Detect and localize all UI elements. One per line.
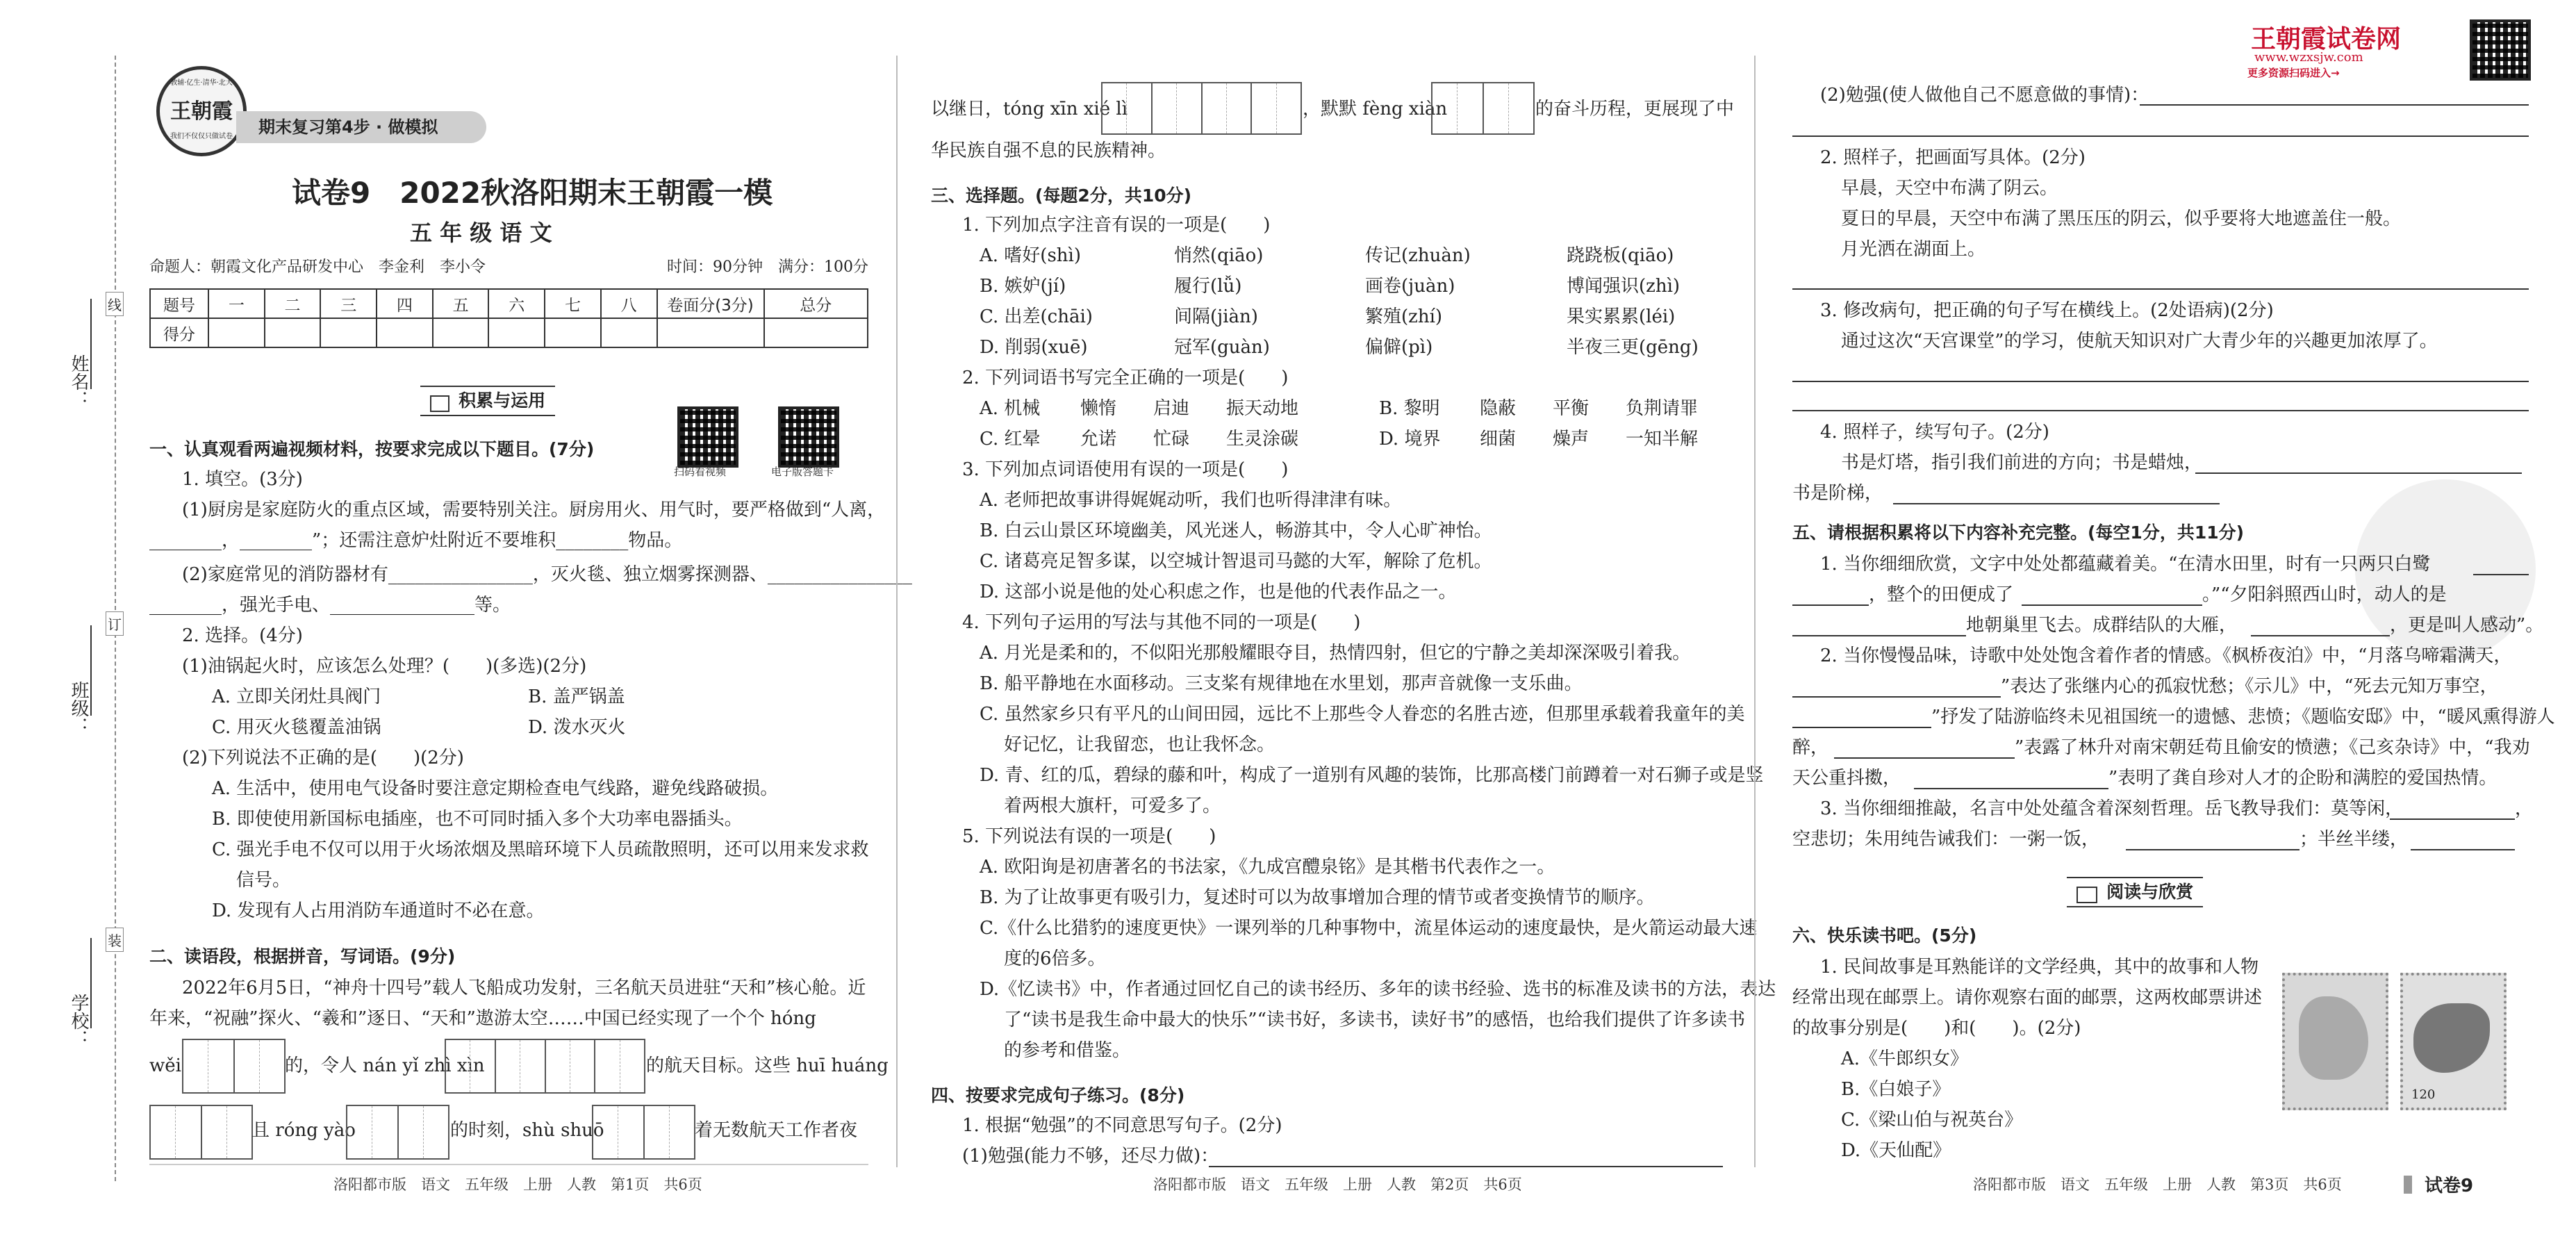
q3-4-B: B. 船平静地在水面移动。三支桨有规律地在水里划，那声音就像一支乐曲。: [980, 673, 1583, 694]
class-label: 班级：: [68, 681, 89, 735]
q3-1-A2: 悄然(qiāo): [1174, 245, 1264, 266]
q3-1-A1: A. 嗜好(shì): [980, 245, 1081, 266]
q2-para-4a: 且 róng yào: [251, 1120, 356, 1141]
q5-1a: 1. 当你细细欣赏，文字中处处都蕴藏着美。“在清水田里，时有一只两只白鹭: [1820, 554, 2431, 575]
score-row-label: 得分: [150, 318, 208, 347]
q3-5-D-cont2: 的参考和借鉴。: [1004, 1040, 1131, 1061]
q4-4: 4. 照样子，续写句子。(2分): [1820, 422, 2049, 443]
q5-blank[interactable]: [2022, 604, 2202, 606]
score-cell[interactable]: [545, 318, 601, 347]
q4-4-b-answer-line[interactable]: [1893, 503, 2220, 504]
page-divider-2: [1754, 56, 1756, 1167]
q3-1-D1: D. 削弱(xuē): [980, 337, 1088, 358]
pinyin-box-tongxinxieli[interactable]: [1101, 82, 1302, 135]
q3-5: 5. 下列说法有误的一项是( ): [962, 826, 1216, 847]
q3-5-D: D.《忆读书》中，作者通过回忆自己的读书经历、多年的读书经验、选书的标准及读书的方法，表达: [980, 979, 1776, 1000]
name-line: [90, 299, 92, 389]
q3-2-C2: 允诺: [1080, 429, 1117, 450]
q4-3-question: 通过这次“天宫课堂”的学习，使航天知识对广大青少年的兴趣更加浓厚了。: [1841, 331, 2438, 352]
banner-text: 期末复习第4步 · 做模拟: [258, 117, 438, 137]
q1-title: 一、认真观看两遍视频材料，按要求完成以下题目。(7分): [149, 439, 595, 459]
q2-para-2: 年来，“祝融”探火、“羲和”逐日、“天和”遨游太空……中国已经实现了一个个 hóng: [149, 1008, 816, 1029]
q5-blank[interactable]: [2473, 574, 2529, 575]
q6-C: C.《梁山伯与祝英台》: [1841, 1110, 2023, 1130]
q5-3a-cont: ，: [2515, 798, 2534, 819]
banner: [236, 111, 486, 143]
q3-1-D2: 冠军(guàn): [1174, 337, 1270, 358]
q1-2a-C: C. 用灭火毯覆盖油锅: [212, 717, 381, 738]
q4-3: 3. 修改病句，把正确的句子写在横线上。(2处语病)(2分): [1820, 300, 2274, 321]
q1-2b-B: B. 即使使用新国标电插座，也不可同时插入多个大功率电器插头。: [212, 809, 743, 830]
q4-3-answer-line-2[interactable]: [1792, 410, 2529, 411]
q5-title: 五、请根据积累将以下内容补充完整。(每空1分，共11分): [1792, 522, 2245, 543]
q2-para-1: 2022年6月5日，“神舟十四号”载人飞船成功发射，三名航天员进驻“天和”核心舱。近: [182, 978, 866, 998]
q5-3a: 3. 当你细细推敲，名言中处处蕴含着深刻哲理。岳飞教导我们：莫等闲，: [1820, 798, 2404, 819]
brand-qr-code[interactable]: [2470, 19, 2531, 81]
q1-2b: (2)下列说法不正确的是( )(2分): [182, 748, 464, 768]
q6-B: B.《白娘子》: [1841, 1079, 1951, 1100]
q3-4-C: C. 虽然家乡只有平凡的山间田园，远比不上那些令人眷恋的名胜古迹，但那里承载着我童年的美: [980, 704, 1745, 725]
pinyin-box-hongwei[interactable]: [182, 1039, 286, 1094]
q1-2a-A: A. 立即关闭灶具阀门: [212, 686, 381, 707]
page-subtitle: 五 年 级 语 文: [410, 220, 552, 246]
q3-2-C1: C. 红晕: [980, 429, 1041, 450]
q4-title: 四、按要求完成句子练习。(8分): [931, 1085, 1185, 1105]
q4-2-example-2: 夏日的早晨，天空中布满了黑压压的阴云，似乎要将大地遮盖住一般。: [1841, 208, 2402, 229]
q3-title: 三、选择题。(每题2分，共10分): [931, 186, 1192, 206]
q3-5-C-cont: 度的6倍多。: [1004, 948, 1106, 969]
q1-2a-D: D. 泼水灭火: [528, 717, 626, 738]
q1-2b-A: A. 生活中，使用电气设备时要注意定期检查电气线路，避免线路破损。: [212, 778, 779, 799]
qr-label-video: 扫码看视频: [674, 466, 727, 478]
q3-2-C3: 忙碌: [1153, 429, 1190, 450]
q3-2-B1: B. 黎明: [1379, 398, 1440, 419]
qr-code-video[interactable]: [677, 406, 738, 468]
score-cell[interactable]: [764, 318, 868, 347]
q4-1a: (1)勉强(能力不够，还尽力做)：: [962, 1146, 1219, 1167]
book-icon: [2077, 887, 2097, 903]
q1-2a-B: B. 盖严锅盖: [528, 686, 625, 707]
q1-1b: (2)家庭常见的消防器材有________________，灭火毯、独立烟雾探测器、________________: [182, 564, 912, 585]
q3-4-D-cont: 着两根大旗杆，可爱多了。: [1004, 796, 1221, 816]
q1-2b-D: D. 发现有人占用消防车通道时不必在意。: [212, 900, 545, 921]
pencil-icon: [430, 395, 449, 412]
q3-1: 1. 下列加点字注音有误的一项是( ): [962, 215, 1271, 236]
score-col-1: 一: [208, 289, 265, 318]
footer-marker: [2404, 1176, 2412, 1194]
q6-1c: 的故事分别是( )和( )。(2分): [1792, 1018, 2081, 1039]
page3-footer: 洛阳都市版 语文 五年级 上册 人教 第3页 共6页: [1973, 1176, 2342, 1193]
q3-5-A: A. 欧阳询是初唐著名的书法家，《九成宫醴泉铭》是其楷书代表作之一。: [980, 857, 1555, 878]
stamp-image-1: [2282, 973, 2388, 1110]
q1-1: 1. 填空。(3分): [182, 469, 303, 490]
q3-1-B1: B. 嫉妒(jí): [980, 276, 1066, 297]
q3-1-A4: 跷跷板(qiāo): [1567, 245, 1674, 266]
q5-2a: 2. 当你慢慢品味，诗歌中处处饱含着作者的情感。《枫桥夜泊》中，“月落乌啼霜满天，: [1820, 645, 2512, 666]
q5-2e-cont: ”表明了龚自珍对人才的企盼和满腔的爱国热情。: [2108, 768, 2497, 789]
score-cell[interactable]: [601, 318, 657, 347]
pinyin-box-fengxian[interactable]: [1431, 82, 1535, 135]
paper-badge: 试卷9: [2425, 1176, 2474, 1196]
q5-1c-cont: ，更是叫人感动”。: [2390, 615, 2544, 636]
q3-4: 4. 下列句子运用的写法与其他不同的一项是( ): [962, 612, 1361, 633]
q1-1b-cont: ________，强光手电、________________等。: [149, 595, 511, 616]
q3-1-D4: 半夜三更(gēng): [1567, 337, 1699, 358]
meta-time: 时间：90分钟 满分：100分: [667, 258, 868, 276]
q5-2e: 天公重抖擞，: [1792, 768, 1901, 789]
q4-1a-answer-line[interactable]: [1209, 1166, 1723, 1167]
school-label: 学校：: [68, 994, 89, 1048]
q6-A: A.《牛郎织女》: [1841, 1048, 1969, 1069]
score-cell[interactable]: [433, 318, 489, 347]
page-divider-1: [896, 56, 898, 1167]
logo-top-text: 教辅·亿生·清华·北大: [170, 79, 233, 87]
q1-2a: (1)油锅起火时，应该怎么处理？( )(多选)(2分): [182, 656, 587, 677]
q5-1b-cont: 。”“夕阳斜照西山时，动人的是: [2202, 584, 2447, 605]
q1-2b-C-cont: 信号。: [236, 870, 291, 891]
pinyin-box-huihuang[interactable]: [149, 1105, 253, 1160]
score-col-8: 八: [601, 289, 657, 318]
q2-para-3c: 的航天目标。这些 huī huáng: [646, 1055, 889, 1076]
q5-2c: ”抒发了陆游临终未见祖国统一的遗憾、悲愤；《题临安邸》中，“暖风熏得游人: [1931, 707, 2555, 727]
q4-4-b: 书是阶梯，: [1792, 483, 1883, 504]
q3-2-A1: A. 机械: [980, 398, 1041, 419]
q3-5-B: B. 为了让故事更有吸引力，复述时可以为故事增加合理的情节或者变换情节的顺序。: [980, 887, 1655, 908]
q3-3-B: B. 白云山景区环境幽美，风光迷人，畅游其中，令人心旷神怡。: [980, 520, 1492, 541]
q2-para-4b: 的时刻，shù shuō: [450, 1120, 604, 1141]
q3-3-D: D. 这部小说是他的处心积虑之作，也是他的代表作品之一。: [980, 582, 1457, 602]
q3-3: 3. 下列加点词语使用有误的一项是( ): [962, 459, 1289, 480]
q5-1b: ，整个的田便成了: [1869, 584, 2014, 605]
q3-2-A4: 振天动地: [1226, 398, 1299, 419]
brand-logo: [156, 66, 247, 156]
q5-blank[interactable]: [2251, 635, 2390, 636]
q3-1-B2: 履行(lǚ): [1174, 276, 1242, 297]
q3-2-D2: 细菌: [1480, 429, 1517, 450]
q3-1-C4: 果实累累(léi): [1567, 306, 1676, 327]
section-title: 阅读与欣赏: [2106, 882, 2194, 902]
score-cell[interactable]: [657, 318, 764, 347]
q6-1a: 1. 民间故事是耳熟能详的文学经典，其中的故事和人物: [1820, 957, 2259, 978]
score-col-4: 四: [377, 289, 433, 318]
page1-footer-rule: [149, 1164, 868, 1165]
q6-D: D.《天仙配》: [1841, 1140, 1951, 1161]
q3-2-C4: 生灵涂碳: [1226, 429, 1299, 450]
q3-2-B2: 隐蔽: [1480, 398, 1517, 419]
q2-para-3a: wěi: [149, 1055, 181, 1076]
score-col-2: 二: [265, 289, 321, 318]
q4-1b-answer-line-2[interactable]: [1792, 135, 2529, 137]
p2-line1b: ，默默 fèng xiàn: [1303, 99, 1448, 120]
q1-1a-cont: ________，________”；还需注意炉灶附近不要堆积________物品。: [149, 530, 683, 551]
q3-2: 2. 下列词语书写完全正确的一项是( ): [962, 368, 1289, 388]
q4-1b-answer-line[interactable]: [2140, 104, 2529, 106]
q5-2d-cont: ”表露了林升对南宋朝廷苟且偷安的愤懑；《己亥杂诗》中，“我劝: [2015, 737, 2530, 758]
school-line: [90, 938, 92, 1028]
pinyin-box-nanyizhixin[interactable]: [445, 1039, 645, 1094]
stamp-figure: [2413, 1003, 2490, 1073]
score-cell[interactable]: [377, 318, 433, 347]
q3-5-D-cont: 了“读书是我生命中最大的快乐”“读书好，多读书，读好书”的感悟，也给我们提供了许多读书: [1004, 1010, 1746, 1030]
binding-mark-line: 线: [106, 292, 124, 316]
logo-text: 王朝霞: [170, 99, 233, 124]
binding-mark-ding: 订: [106, 611, 124, 636]
score-col-neatness: 卷面分(3分): [657, 289, 764, 318]
score-header-row: [150, 289, 868, 318]
q3-2-B4: 负荆请罪: [1626, 398, 1699, 419]
q4-2-question: 月光洒在湖面上。: [1841, 239, 1986, 260]
q3-3-A: A. 老师把故事讲得娓娓动听，我们也听得津津有味。: [980, 490, 1402, 511]
q4-2-answer-line[interactable]: [1792, 288, 2529, 290]
binding-mark-zhuang: 装: [106, 928, 124, 952]
q3-2-row-2: [980, 424, 1709, 454]
score-col-6: 六: [488, 289, 545, 318]
page2-footer: 洛阳都市版 语文 五年级 上册 人教 第2页 共6页: [1153, 1176, 1522, 1193]
q3-2-D3: 燥声: [1553, 429, 1590, 450]
q5-blank[interactable]: [1834, 757, 2015, 759]
q5-2d: 醉，: [1792, 737, 1829, 758]
brand-name: 王朝霞试卷网: [2251, 25, 2402, 53]
q4-4-a-answer-line[interactable]: [2195, 472, 2522, 474]
q3-1-B3: 画卷(juàn): [1365, 276, 1455, 297]
q4-2-example-1: 早晨，天空中布满了阴云。: [1841, 178, 2058, 199]
q6-title: 六、快乐读书吧。(5分): [1792, 925, 1977, 946]
score-cell[interactable]: [208, 318, 265, 347]
score-col-label: 题号: [150, 289, 208, 318]
q5-2b: ”表达了张继内心的孤寂忧愁；《示儿》中，“死去元知万事空，: [2001, 676, 2498, 697]
score-cell[interactable]: [488, 318, 545, 347]
class-line: [90, 625, 92, 716]
qr-code-answer-card[interactable]: [778, 406, 839, 468]
q3-2-D1: D. 境界: [1379, 429, 1441, 450]
q1-2b-C: C. 强光手电不仅可以用于火场浓烟及黑暗环境下人员疏散照明，还可以用来发求救: [212, 839, 869, 860]
q2-title: 二、读语段，根据拼音，写词语。(9分): [149, 946, 456, 966]
q3-1-A3: 传记(zhuàn): [1365, 245, 1471, 266]
q3-4-D: D. 青、红的瓜，碧绿的藤和叶，构成了一道别有风趣的装饰，比那高楼门前蹲着一对石狮子或是竖: [980, 765, 1764, 786]
q2-para-4c: 着无数航天工作者夜: [695, 1120, 858, 1141]
q5-blank[interactable]: [2126, 849, 2300, 850]
meta-author: 命题人：朝霞文化产品研发中心 李金利 李小令: [149, 258, 486, 276]
q3-2-D4: 一知半解: [1626, 429, 1699, 450]
name-label: 姓名：: [68, 354, 89, 409]
q3-2-A2: 懒惰: [1080, 398, 1117, 419]
section-title: 积累与运用: [459, 390, 546, 411]
q3-1-C1: C. 出差(chāi): [980, 306, 1093, 327]
brand-scan-text: 更多资源扫码进入→: [2247, 67, 2340, 79]
score-value-row: [150, 318, 868, 347]
q5-blank[interactable]: [1792, 696, 2001, 698]
q4-4-a: 书是灯塔，指引我们前进的方向；书是蜡烛，: [1841, 452, 2203, 473]
q5-blank[interactable]: [2411, 849, 2515, 850]
score-col-total: 总分: [764, 289, 868, 318]
q3-1-C3: 繁殖(zhí): [1365, 306, 1443, 327]
p2-line1a: 以继日，tóng xīn xié lì: [931, 99, 1128, 120]
score-cell[interactable]: [265, 318, 321, 347]
q3-1-B4: 博闻强识(zhì): [1567, 276, 1681, 297]
section-header-accumulate: [420, 386, 555, 416]
q1-1a: (1)厨房是家庭防火的重点区域，需要特别关注。厨房用火、用气时，要严格做到“人离，: [182, 500, 886, 520]
q3-1-D3: 偏僻(pì): [1365, 337, 1433, 358]
logo-bottom-text: 我们不仅仅只做试卷: [170, 133, 233, 140]
section-header-reading: [2067, 877, 2203, 907]
p2-line2: 华民族自强不息的民族精神。: [931, 140, 1166, 161]
score-col-7: 七: [545, 289, 601, 318]
score-cell[interactable]: [320, 318, 377, 347]
score-col-5: 五: [433, 289, 489, 318]
q1-2: 2. 选择。(4分): [182, 625, 303, 646]
q5-blank[interactable]: [1792, 635, 1966, 636]
brand-url[interactable]: www.wzxsjw.com: [2254, 50, 2363, 65]
q4-1b: (2)勉强(使人做他自己不愿意做的事情)：: [1820, 85, 2149, 106]
q5-blank[interactable]: [2390, 818, 2515, 820]
stamp-image-2: [2400, 973, 2507, 1110]
stamp-value: 120: [2411, 1087, 2436, 1102]
q5-blank[interactable]: [1792, 727, 1931, 728]
q3-2-A3: 启迪: [1153, 398, 1190, 419]
pinyin-box-rongyao[interactable]: [346, 1105, 449, 1160]
q5-1c: 地朝巢里飞去。成群结队的大雁，: [1966, 615, 2238, 636]
q5-blank[interactable]: [1792, 604, 1869, 606]
q4-2: 2. 照样子，把画面写具体。(2分): [1820, 147, 2086, 168]
q5-3b-cont: ；半丝半缕，: [2300, 829, 2409, 850]
q3-2-B3: 平衡: [1553, 398, 1590, 419]
pinyin-box-shushuo[interactable]: [592, 1105, 695, 1160]
q6-1b: 经常出现在邮票上。请你观察右面的邮票，这两枚邮票讲述: [1792, 987, 2263, 1008]
score-table: [149, 288, 868, 348]
page-title: 试卷9 2022秋洛阳期末王朝霞一模: [292, 176, 773, 210]
q3-2-row-1: [980, 393, 1709, 424]
q3-4-C-cont: 好记忆，让我留恋，也让我怀念。: [1004, 734, 1275, 755]
score-col-3: 三: [320, 289, 377, 318]
page1-footer: 洛阳都市版 语文 五年级 上册 人教 第1页 共6页: [333, 1176, 702, 1193]
q4-3-answer-line[interactable]: [1792, 381, 2529, 382]
stamp-figure: [2299, 996, 2368, 1080]
q4-1: 1. 根据“勉强”的不同意思写句子。(2分): [962, 1115, 1282, 1136]
p2-line1c: 的奋斗历程，更展现了中: [1535, 99, 1735, 120]
q2-para-3b: 的，令人 nán yǐ zhì xìn: [285, 1055, 485, 1076]
q5-blank[interactable]: [1914, 788, 2108, 789]
q3-4-A: A. 月光是柔和的，不似阳光那般耀眼夺目，热情四射，但它的宁静之美却深深吸引着我。: [980, 643, 1691, 664]
q3-3-C: C. 诸葛亮足智多谋，以空城计智退司马懿的大军，解除了危机。: [980, 551, 1492, 572]
qr-label-answer-card: 电子版答题卡: [771, 466, 834, 478]
q3-1-C2: 间隔(jiàn): [1174, 306, 1258, 327]
q5-3b: 空悲切；朱用纯告诫我们：一粥一饭，: [1792, 829, 2100, 850]
q3-5-C: C.《什么比猎豹的速度更快》一课列举的几种事物中，流星体运动的速度最快，是火箭运动最大速: [980, 918, 1758, 939]
q3-2-options: [980, 393, 1709, 454]
